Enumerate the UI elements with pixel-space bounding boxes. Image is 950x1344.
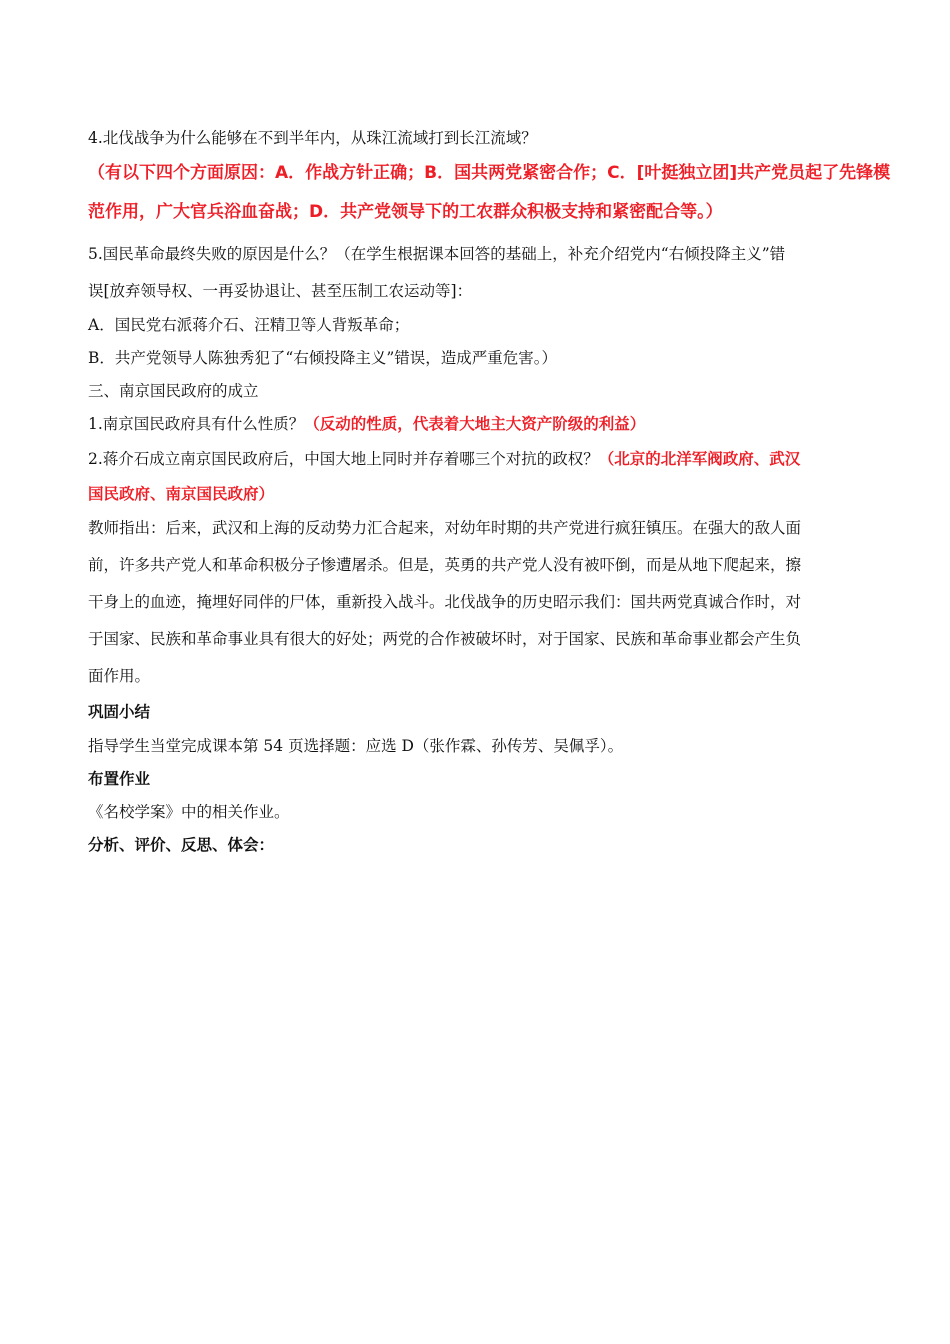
section-3-title: 三、南京国民政府的成立 — [88, 382, 259, 400]
teacher-note-line-1: 教师指出：后来，武汉和上海的反动势力汇合起来，对幼年时期的共产党进行疯狂镇压。在强大的敌人面 — [88, 519, 802, 537]
question-4: 4.北伐战争为什么能够在不到半年内，从珠江流域打到长江流域？ — [88, 129, 537, 147]
summary-heading: 巩固小结 — [88, 703, 151, 721]
question-5-point-b: B．共产党领导人陈独秀犯了“右倾投降主义”错误，造成严重危害。） — [88, 349, 557, 367]
question-5-point-a: A．国民党右派蒋介石、汪精卫等人背叛革命； — [88, 316, 410, 334]
homework-heading: 布置作业 — [88, 770, 151, 788]
question-1-answer: （反动的性质，代表着大地主大资产阶级的利益） — [304, 415, 646, 433]
summary-text: 指导学生当堂完成课本第 54 页选择题：应选 D（张作霖、孙传芳、吴佩孚）。 — [88, 737, 624, 755]
teacher-note-line-5: 面作用。 — [88, 667, 151, 685]
answer-4-line-1: （有以下四个方面原因：A．作战方针正确；B．国共两党紧密合作；C．[叶挺独立团]共产党员起了先锋模 — [88, 163, 891, 183]
question-2-answer-part-1: （北京的北洋军阀政府、武汉 — [598, 450, 801, 468]
question-2-text: 2.蒋介石成立南京国民政府后，中国大地上同时并存着哪三个对抗的政权？ — [88, 450, 599, 468]
teacher-note-line-4: 于国家、民族和革命事业具有很大的好处；两党的合作被破坏时，对于国家、民族和革命事业都会产生负 — [88, 630, 802, 648]
teacher-note-line-2: 前，许多共产党人和革命积极分子惨遭屠杀。但是，英勇的共产党人没有被吓倒，而是从地下爬起来，擦 — [88, 556, 802, 574]
homework-text: 《名校学案》中的相关作业。 — [88, 803, 290, 821]
section-3-question-1 — [88, 414, 645, 434]
teacher-note-line-3: 干身上的血迹，掩埋好同伴的尸体，重新投入战斗。北伐战争的历史昭示我们：国共两党真诚合作时，对 — [88, 593, 802, 611]
question-2-answer-part-2: 国民政府、南京国民政府） — [88, 485, 275, 503]
answer-4-line-2: 范作用，广大官兵浴血奋战；D．共产党领导下的工农群众积极支持和紧密配合等。） — [88, 202, 723, 222]
reflection-heading: 分析、评价、反思、体会： — [88, 836, 275, 854]
question-1-text: 1.南京国民政府具有什么性质？ — [88, 415, 305, 433]
question-5-line-1: 5.国民革命最终失败的原因是什么？（在学生根据课本回答的基础上，补充介绍党内“右倾投降主义”错 — [88, 245, 786, 263]
question-5-line-2: 误[放弃领导权、一再妥协退让、甚至压制工农运动等]： — [88, 282, 473, 300]
section-3-question-2 — [88, 449, 800, 469]
